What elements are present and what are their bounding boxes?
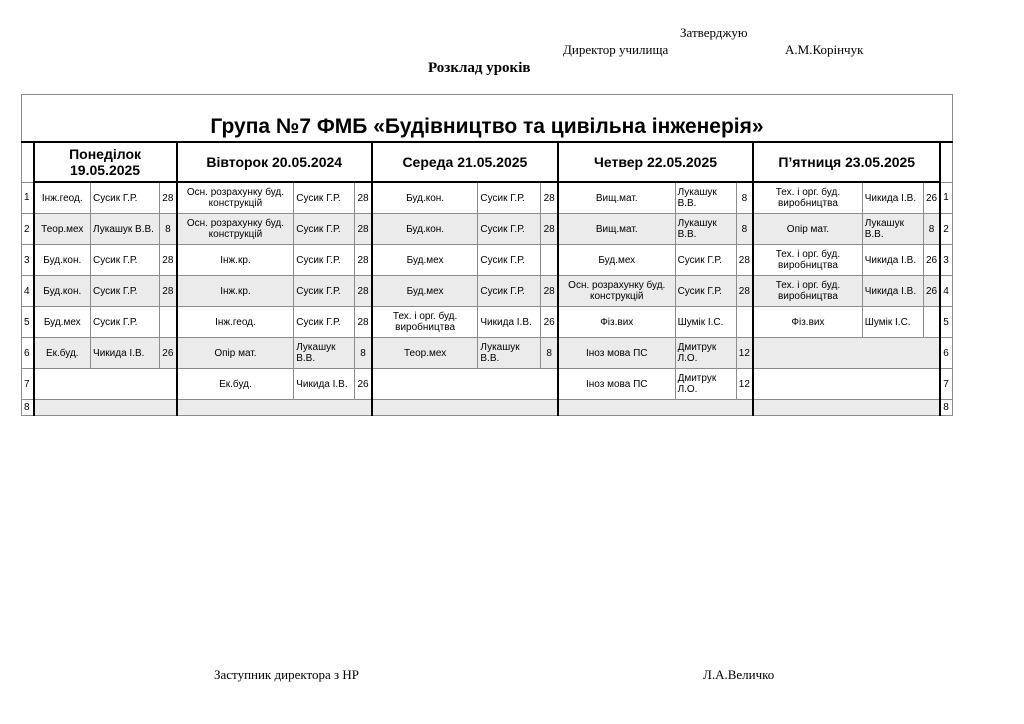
subject-cell: Осн. розрахунку буд. конструкцій (558, 276, 675, 307)
room-cell: 26 (923, 182, 940, 214)
subject-cell: Теор.мех (372, 338, 478, 369)
lesson-number-right: 3 (940, 245, 952, 276)
lesson-number-right: 2 (940, 214, 952, 245)
teacher-cell: Сусик Г.Р. (294, 214, 355, 245)
room-cell: 28 (160, 245, 177, 276)
teacher-cell: Чикида І.В. (862, 245, 923, 276)
teacher-cell: Лукашук В.В. (675, 214, 736, 245)
schedule-table (21, 94, 953, 416)
lesson-number-left: 3 (22, 245, 34, 276)
teacher-cell: Сусик Г.Р. (294, 307, 355, 338)
day-header-tuesday: Вівторок 20.05.2024 (177, 142, 372, 182)
empty-lesson-cell (177, 400, 372, 416)
lesson-number-left: 4 (22, 276, 34, 307)
room-cell: 28 (355, 214, 372, 245)
day-header-line2: 19.05.2025 (70, 162, 141, 178)
teacher-cell: Сусик Г.Р. (478, 245, 541, 276)
teacher-cell: Сусик Г.Р. (91, 245, 160, 276)
subject-cell: Фіз.вих (558, 307, 675, 338)
teacher-cell: Лукашук В.В. (478, 338, 541, 369)
subject-cell: Буд.мех (558, 245, 675, 276)
teacher-cell: Сусик Г.Р. (478, 276, 541, 307)
subject-cell: Іноз мова ПС (558, 338, 675, 369)
lesson-row (22, 369, 953, 400)
subject-cell: Тех. і орг. буд. виробництва (753, 245, 862, 276)
subject-cell: Осн. розрахунку буд. конструкцій (177, 214, 294, 245)
subject-cell: Теор.мех (34, 214, 91, 245)
room-cell: 28 (355, 276, 372, 307)
teacher-cell: Чикида І.В. (478, 307, 541, 338)
lesson-row (22, 338, 953, 369)
teacher-cell: Сусик Г.Р. (294, 276, 355, 307)
room-cell: 28 (541, 214, 558, 245)
subject-cell: Буд.мех (372, 245, 478, 276)
room-cell: 28 (541, 276, 558, 307)
room-cell: 26 (160, 338, 177, 369)
teacher-cell: Шумік І.С. (862, 307, 923, 338)
teacher-cell: Чикида І.В. (294, 369, 355, 400)
day-header-friday: П’ятниця 23.05.2025 (753, 142, 940, 182)
teacher-cell: Сусик Г.Р. (91, 276, 160, 307)
lesson-row (22, 276, 953, 307)
teacher-cell: Дмитрук Л.О. (675, 338, 736, 369)
teacher-cell: Сусик Г.Р. (294, 182, 355, 214)
teacher-cell: Чикида І.В. (862, 276, 923, 307)
lesson-number-right: 8 (940, 400, 952, 416)
room-cell (923, 307, 940, 338)
room-cell: 26 (923, 245, 940, 276)
subject-cell: Тех. і орг. буд. виробництва (372, 307, 478, 338)
lesson-number-right: 1 (940, 182, 952, 214)
day-header-thursday: Четвер 22.05.2025 (558, 142, 753, 182)
document-title: Розклад уроків (428, 60, 531, 76)
subject-cell: Вищ.мат. (558, 182, 675, 214)
teacher-cell: Сусик Г.Р. (294, 245, 355, 276)
teacher-cell: Сусик Г.Р. (91, 182, 160, 214)
director-name: А.М.Корінчук (785, 42, 864, 57)
room-cell (736, 307, 753, 338)
room-cell: 28 (736, 276, 753, 307)
lesson-number-left: 7 (22, 369, 34, 400)
subject-cell: Інж.геод. (34, 182, 91, 214)
subject-cell: Тех. і орг. буд. виробництва (753, 182, 862, 214)
teacher-cell: Дмитрук Л.О. (675, 369, 736, 400)
room-cell: 26 (541, 307, 558, 338)
empty-lesson-cell (372, 369, 558, 400)
teacher-cell: Шумік І.С. (675, 307, 736, 338)
room-cell: 28 (355, 182, 372, 214)
room-cell: 12 (736, 338, 753, 369)
lesson-number-right: 6 (940, 338, 952, 369)
teacher-cell: Лукашук В.В. (862, 214, 923, 245)
lesson-row (22, 400, 953, 416)
subject-cell: Інж.кр. (177, 276, 294, 307)
teacher-cell: Сусик Г.Р. (91, 307, 160, 338)
teacher-cell: Чикида І.В. (862, 182, 923, 214)
lesson-number-left: 5 (22, 307, 34, 338)
empty-lesson-cell (34, 369, 177, 400)
room-cell: 26 (355, 369, 372, 400)
subject-cell: Буд.кон. (34, 276, 91, 307)
teacher-cell: Сусик Г.Р. (478, 182, 541, 214)
header-spacer-right (940, 142, 952, 182)
room-cell: 28 (541, 182, 558, 214)
room-cell: 8 (160, 214, 177, 245)
room-cell: 28 (355, 307, 372, 338)
lesson-number-left: 8 (22, 400, 34, 416)
deputy-director-title: Заступник директора з НР (214, 667, 360, 682)
empty-lesson-cell (753, 400, 940, 416)
empty-lesson-cell (753, 369, 940, 400)
subject-cell: Ек.буд. (34, 338, 91, 369)
subject-cell: Іноз мова ПС (558, 369, 675, 400)
lesson-row (22, 214, 953, 245)
teacher-cell: Лукашук В.В. (91, 214, 160, 245)
room-cell (160, 307, 177, 338)
lesson-number-right: 7 (940, 369, 952, 400)
subject-cell: Буд.мех (34, 307, 91, 338)
room-cell: 8 (736, 182, 753, 214)
teacher-cell: Сусик Г.Р. (478, 214, 541, 245)
lesson-number-left: 1 (22, 182, 34, 214)
subject-cell: Вищ.мат. (558, 214, 675, 245)
approval-label: Затверджую (680, 25, 748, 40)
subject-cell: Інж.кр. (177, 245, 294, 276)
lesson-number-right: 5 (940, 307, 952, 338)
subject-cell: Буд.мех (372, 276, 478, 307)
room-cell (541, 245, 558, 276)
room-cell: 28 (160, 276, 177, 307)
group-title: Група №7 ФМБ «Будівництво та цивільна інженерія» (22, 95, 953, 143)
director-title: Директор училища (563, 42, 669, 57)
subject-cell: Опір мат. (753, 214, 862, 245)
room-cell: 12 (736, 369, 753, 400)
day-header-wednesday: Середа 21.05.2025 (372, 142, 558, 182)
room-cell: 28 (355, 245, 372, 276)
room-cell: 8 (736, 214, 753, 245)
subject-cell: Осн. розрахунку буд. конструкцій (177, 182, 294, 214)
room-cell: 26 (923, 276, 940, 307)
room-cell: 8 (355, 338, 372, 369)
lesson-number-right: 4 (940, 276, 952, 307)
subject-cell: Буд.кон. (372, 182, 478, 214)
subject-cell: Ек.буд. (177, 369, 294, 400)
room-cell: 8 (923, 214, 940, 245)
teacher-cell: Лукашук В.В. (294, 338, 355, 369)
lesson-row (22, 245, 953, 276)
room-cell: 8 (541, 338, 558, 369)
day-header-line1: Понеділок (69, 146, 142, 162)
teacher-cell: Сусик Г.Р. (675, 245, 736, 276)
subject-cell: Опір мат. (177, 338, 294, 369)
header-spacer-left (22, 142, 34, 182)
empty-lesson-cell (34, 400, 177, 416)
lesson-number-left: 2 (22, 214, 34, 245)
room-cell: 28 (736, 245, 753, 276)
teacher-cell: Лукашук В.В. (675, 182, 736, 214)
deputy-director-name: Л.А.Величко (703, 667, 775, 682)
subject-cell: Буд.кон. (372, 214, 478, 245)
subject-cell: Інж.геод. (177, 307, 294, 338)
lesson-row (22, 182, 953, 214)
teacher-cell: Чикида І.В. (91, 338, 160, 369)
empty-lesson-cell (753, 338, 940, 369)
room-cell: 28 (160, 182, 177, 214)
teacher-cell: Сусик Г.Р. (675, 276, 736, 307)
empty-lesson-cell (372, 400, 558, 416)
lesson-row (22, 307, 953, 338)
subject-cell: Фіз.вих (753, 307, 862, 338)
subject-cell: Буд.кон. (34, 245, 91, 276)
subject-cell: Тех. і орг. буд. виробництва (753, 276, 862, 307)
day-header-monday (34, 142, 177, 182)
empty-lesson-cell (558, 400, 753, 416)
lesson-number-left: 6 (22, 338, 34, 369)
